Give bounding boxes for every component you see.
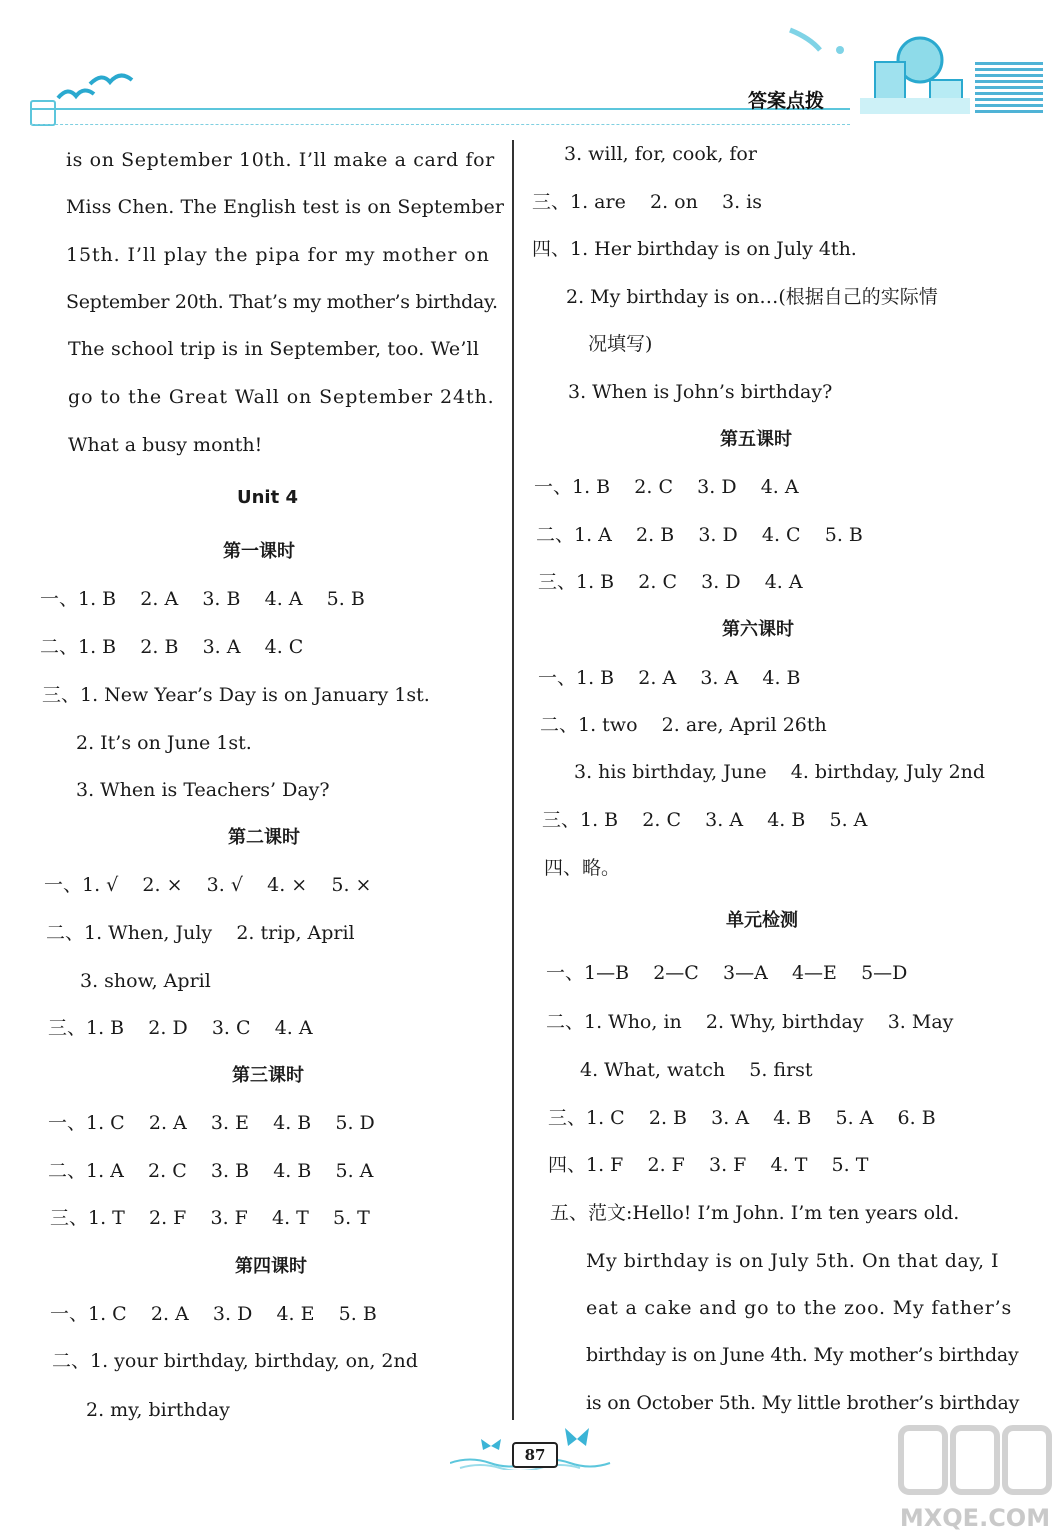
answer-line: 三、1. C 2. B 3. A 4. B 5. A 6. B — [548, 1107, 936, 1129]
text-line: Miss Chen. The English test is on September — [66, 196, 505, 218]
header-stripes — [975, 62, 1043, 118]
lesson-heading: 第二课时 — [228, 827, 300, 848]
answer-line: 一、1. B 2. C 3. D 4. A — [534, 476, 799, 498]
lesson-heading: 第五课时 — [720, 429, 792, 450]
answer-line: 2. my, birthday — [86, 1399, 230, 1421]
answer-line: 二、1. Who, in 2. Why, birthday 3. May — [546, 1011, 954, 1033]
text-line: eat a cake and go to the zoo. My father’s — [586, 1297, 1013, 1319]
site-watermark — [895, 1418, 1055, 1533]
column-divider — [512, 140, 514, 1420]
answer-line: 一、1. C 2. A 3. E 4. B 5. D — [48, 1112, 375, 1134]
text-line: 15th. I’ll play the pipa for my mother on — [66, 244, 490, 266]
answer-line: 3. his birthday, June 4. birthday, July 2nd — [574, 761, 986, 783]
text-line: The school trip is in September, too. We’ll — [68, 338, 480, 360]
answer-line: 况填写) — [588, 333, 653, 355]
butterfly-icon — [478, 1436, 504, 1456]
answer-line: 一、1. B 2. A 3. B 4. A 5. B — [40, 588, 365, 610]
answer-line: 三、1. T 2. F 3. F 4. T 5. T — [50, 1207, 370, 1229]
answer-line: 一、1. √ 2. × 3. √ 4. × 5. × — [44, 874, 372, 896]
answer-line: 二、1. A 2. B 3. D 4. C 5. B — [536, 524, 863, 546]
answer-line: 二、1. two 2. are, April 26th — [540, 714, 827, 736]
seagulls-icon — [50, 70, 140, 110]
answer-line: 二、1. your birthday, birthday, on, 2nd — [52, 1350, 418, 1372]
lesson-heading: 第六课时 — [722, 619, 794, 640]
lesson-heading: 第三课时 — [232, 1065, 304, 1086]
answer-line: 三、1. B 2. D 3. C 4. A — [48, 1017, 313, 1039]
answer-line: 3. show, April — [80, 970, 211, 992]
page-header — [0, 0, 1059, 130]
butterfly-icon — [562, 1426, 592, 1452]
header-rule — [30, 108, 850, 125]
lesson-heading: 第四课时 — [235, 1256, 307, 1277]
text-line: What a busy month! — [68, 434, 263, 456]
answer-line: 三、1. New Year’s Day is on January 1st. — [42, 684, 430, 706]
answer-line: 三、1. B 2. C 3. D 4. A — [538, 571, 803, 593]
answer-line: 2. My birthday is on…(根据自己的实际情 — [566, 286, 938, 308]
answer-line: 一、1. B 2. A 3. A 4. B — [538, 667, 801, 689]
answer-line: 3. will, for, cook, for — [564, 143, 757, 165]
watermark-logo-icon — [895, 1418, 1055, 1508]
answer-line: 4. What, watch 5. first — [580, 1059, 813, 1081]
text-line: My birthday is on July 5th. On that day, I — [586, 1250, 1000, 1272]
answer-line: 一、1. C 2. A 3. D 4. E 5. B — [50, 1303, 377, 1325]
answer-line: 三、1. B 2. C 3. A 4. B 5. A — [542, 809, 868, 831]
answer-line: 3. When is John’s birthday? — [568, 381, 833, 403]
answer-line: 四、1. F 2. F 3. F 4. T 5. T — [548, 1154, 869, 1176]
answer-line: 二、1. B 2. B 3. A 4. C — [40, 636, 304, 658]
lesson-heading: 单元检测 — [726, 910, 798, 931]
answer-line: 2. It’s on June 1st. — [76, 732, 252, 754]
watermark-text: MXQE.COM — [899, 1504, 1051, 1532]
header-title: 答案点拨 — [748, 90, 825, 112]
page-number: 87 — [512, 1442, 558, 1468]
text-line: is on September 10th. I’ll make a card for — [66, 149, 495, 171]
lesson-heading: 第一课时 — [223, 541, 295, 562]
text-line: is on October 5th. My little brother’s birthday — [586, 1392, 1020, 1414]
text-line: September 20th. That’s my mother’s birthday. — [66, 291, 498, 313]
answer-line: 二、1. A 2. C 3. B 4. B 5. A — [48, 1160, 374, 1182]
unit-heading: Unit 4 — [237, 487, 298, 508]
answer-line: 四、略。 — [544, 857, 621, 879]
answer-line: 四、1. Her birthday is on July 4th. — [532, 238, 857, 260]
text-line: birthday is on June 4th. My mother’s birthday — [586, 1344, 1019, 1366]
study-objects-icon — [780, 20, 970, 120]
answer-line: 3. When is Teachers’ Day? — [76, 779, 330, 801]
answer-line: 五、范文:Hello! I’m John. I’m ten years old. — [550, 1202, 960, 1224]
answer-line: 三、1. are 2. on 3. is — [532, 191, 762, 213]
page-footer — [450, 1420, 620, 1470]
text-line: go to the Great Wall on September 24th. — [68, 386, 495, 408]
answer-line: 二、1. When, July 2. trip, April — [46, 922, 355, 944]
answer-line: 一、1—B 2—C 3—A 4—E 5—D — [546, 962, 908, 984]
